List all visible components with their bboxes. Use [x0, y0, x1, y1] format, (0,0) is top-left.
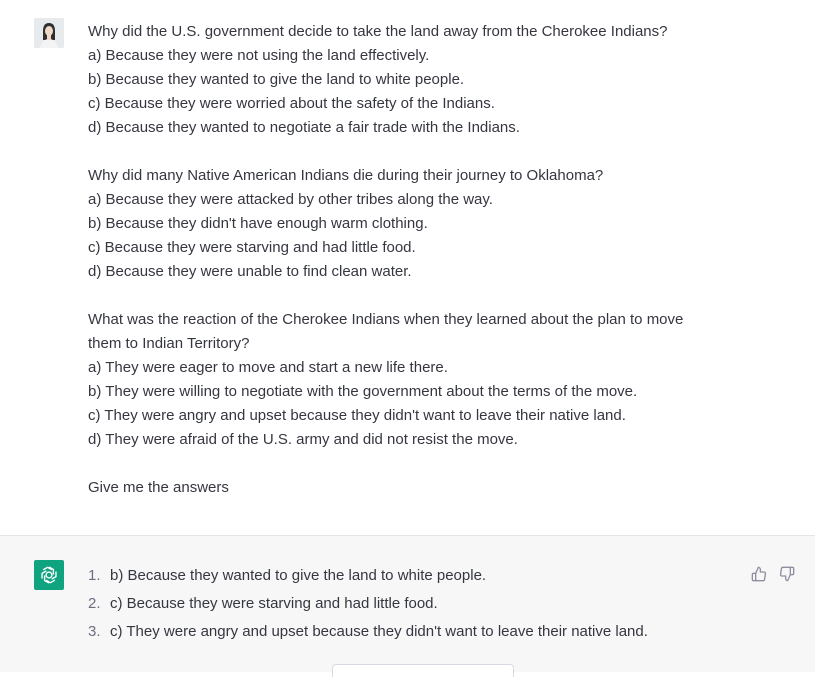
request-line: Give me the answers: [88, 479, 229, 496]
answer-text: b) Because they wanted to give the land to white people.: [110, 567, 487, 584]
answer-number: 1.: [88, 567, 101, 584]
question-3-option-b: b) They were willing to negotiate with the government about the terms of the move.: [88, 383, 638, 400]
thumbs-up-icon: [751, 566, 767, 582]
question-2-option-b: b) Because they didn't have enough warm clothing.: [88, 215, 428, 232]
answer-list: [88, 562, 648, 646]
question-3-continued: them to Indian Territory?: [88, 335, 250, 352]
question-3: What was the reaction of the Cherokee Indians when they learned about the plan to move: [88, 311, 684, 328]
answer-number: 2.: [88, 595, 101, 612]
thumbs-down-icon: [779, 566, 795, 582]
regenerate-button[interactable]: [332, 664, 514, 677]
openai-logo-icon: [34, 560, 64, 590]
question-1: Why did the U.S. government decide to take the land away from the Cherokee Indians?: [88, 23, 668, 40]
question-2-option-d: d) Because they were unable to find clean water.: [88, 263, 412, 280]
list-item: [88, 590, 648, 618]
question-1-option-a: a) Because they were not using the land effectively.: [88, 47, 430, 64]
user-avatar: [34, 18, 64, 48]
thumbs-down-button[interactable]: [777, 564, 797, 584]
answer-text: c) Because they were starving and had little food.: [110, 595, 438, 612]
question-3-option-a: a) They were eager to move and start a new life there.: [88, 359, 448, 376]
feedback-buttons: [749, 564, 797, 584]
question-3-option-d: d) They were afraid of the U.S. army and did not resist the move.: [88, 431, 518, 448]
answer-text: c) They were angry and upset because they didn't want to leave their native land.: [110, 623, 648, 640]
answer-number: 3.: [88, 623, 101, 640]
question-1-option-d: d) Because they wanted to negotiate a fair trade with the Indians.: [88, 119, 520, 136]
question-1-option-b: b) Because they wanted to give the land to white people.: [88, 71, 465, 88]
question-2: Why did many Native American Indians die during their journey to Oklahoma?: [88, 167, 604, 184]
assistant-message: [0, 536, 815, 672]
question-2-option-a: a) Because they were attacked by other tribes along the way.: [88, 191, 493, 208]
user-avatar-icon: [34, 18, 64, 48]
paragraph-gap: [88, 140, 738, 164]
question-1-option-c: c) Because they were worried about the safety of the Indians.: [88, 95, 495, 112]
thumbs-up-button[interactable]: [749, 564, 769, 584]
user-message-text: [88, 20, 738, 500]
question-2-option-c: c) Because they were starving and had little food.: [88, 239, 416, 256]
question-3-option-c: c) They were angry and upset because they didn't want to leave their native land.: [88, 407, 626, 424]
list-item: [88, 618, 648, 646]
paragraph-gap: [88, 284, 738, 308]
list-item: [88, 562, 648, 590]
paragraph-gap: [88, 452, 738, 476]
